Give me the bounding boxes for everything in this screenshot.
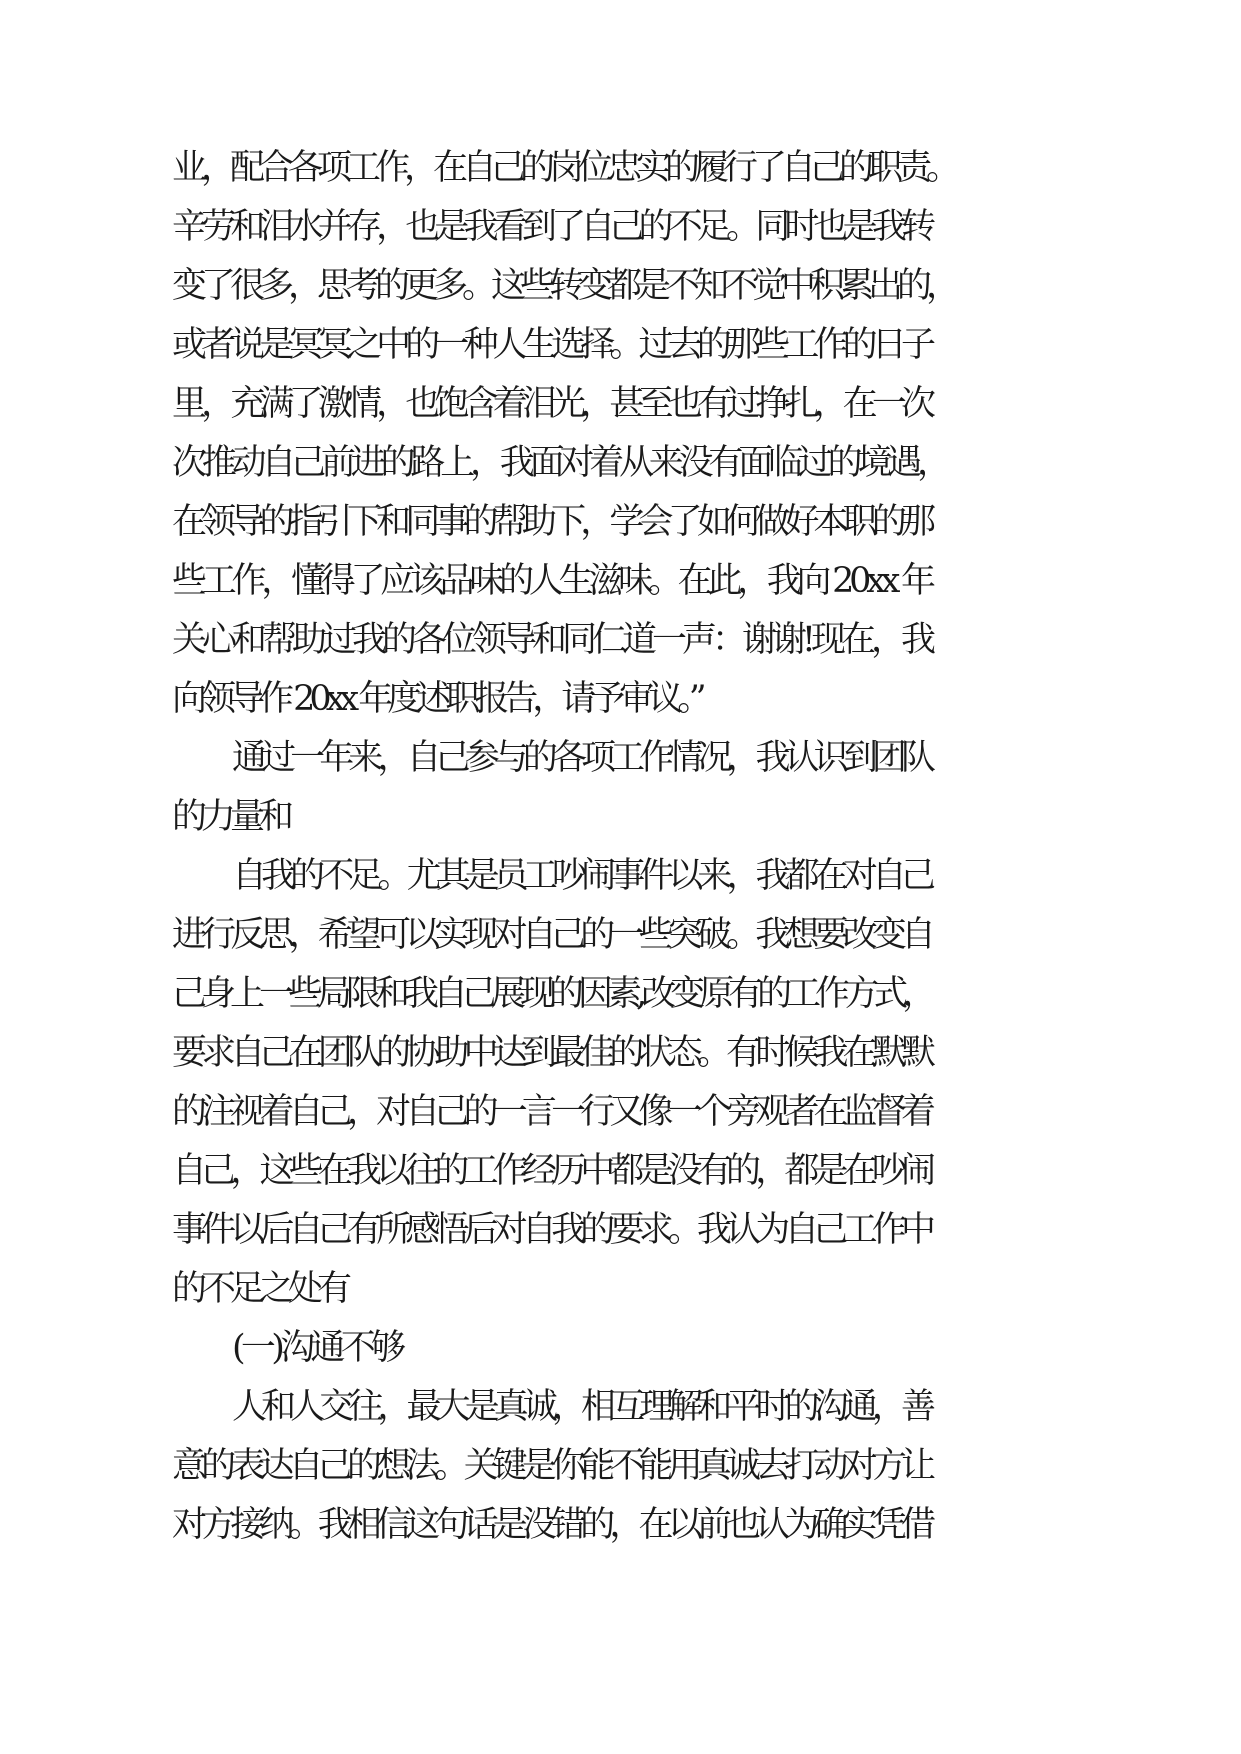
line-text: 意的表达自己的想法。关键是你能不能用真诚去打动对方让 [172,1446,931,1486]
line-text: 的不足之处有 [172,1269,347,1309]
text-line [0,1377,1241,1437]
line-text: 自己，这些在我以往的工作经历中都是没有的，都是在吵闹 [172,1151,931,1191]
line-text: 或者说是冥冥之中的一种人生选择。过去的那些工作的日子 [172,325,931,365]
line-text: 的注视着自己，对自己的一言一行又像一个旁观者在监督着 [172,1092,931,1132]
line-text: 通过一年来，自己参与的各项工作情况，我认识到团队 [232,738,931,778]
text-line [0,1318,1241,1378]
line-text: 事件以后自己有所感悟后对自我的要求。我认为自己工作中 [172,1210,931,1250]
text-line [0,197,1241,257]
line-text: 进行反思，希望可以实现对自己的一些突破。我想要改变自 [172,915,931,955]
text-line [0,610,1241,670]
text-line [0,1200,1241,1260]
text-line [0,492,1241,552]
line-text: 向领导作 20xx 年度述职报告，请予审议。” [172,679,701,719]
line-text: 人和人交往，最大是真诚，相互理解和平时的沟通，善 [232,1387,931,1427]
text-line [0,1436,1241,1496]
text-line [0,551,1241,611]
text-line [0,1023,1241,1083]
text-line [0,1495,1241,1555]
text-line [0,787,1241,847]
line-text: 变了很多，思考的更多。这些转变都是不知不觉中积累出的， [172,266,956,306]
text-line [0,256,1241,316]
text-line [0,433,1241,493]
text-line [0,964,1241,1024]
text-line [0,1082,1241,1142]
line-text: (一)沟通不够 [232,1328,402,1368]
text-line [0,1259,1241,1319]
line-text: 里，充满了激情，也饱含着泪光，甚至也有过挣扎，在一次 [172,384,931,424]
text-line [0,669,1241,729]
line-text: 自我的不足。尤其是员工吵闹事件以来，我都在对自己 [232,856,931,896]
line-text: 的力量和 [172,797,289,837]
line-text: 关心和帮助过我的各位领导和同仁道一声：谢谢!现在，我 [172,620,931,660]
text-line [0,728,1241,788]
line-text: 要求自己在团队的协助中达到最佳的状态。有时候我在默默 [172,1033,931,1073]
line-text: 对方接纳。我相信这句话是没错的，在以前也认为确实凭借 [172,1505,931,1545]
text-line [0,374,1241,434]
text-line [0,905,1241,965]
line-text: 在领导的指引下和同事的帮助下，学会了如何做好本职的那 [172,502,931,542]
line-text: 业，配合各项工作，在自己的岗位忠实的履行了自己的职责。 [172,148,956,188]
line-text: 些工作，懂得了应该品味的人生滋味。在此，我向 20xx 年 [172,561,931,601]
text-line [0,315,1241,375]
text-line [0,1141,1241,1201]
text-line [0,846,1241,906]
line-text: 次推动自己前进的路上，我面对着从来没有面临过的境遇， [172,443,947,483]
text-line [0,138,1241,198]
line-text: 辛劳和泪水并存，也是我看到了自己的不足。同时也是我转 [172,207,931,247]
line-text: 己身上一些局限和我自己展现的因素,改变原有的工作方式， [172,974,932,1014]
